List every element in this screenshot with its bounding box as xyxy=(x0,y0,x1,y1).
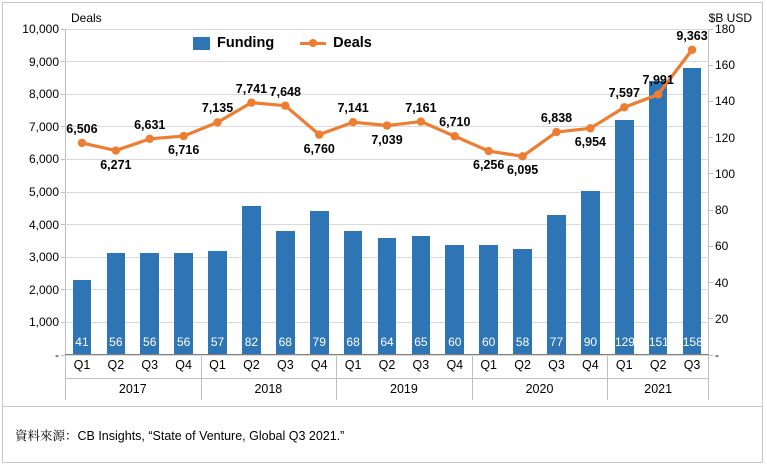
group-separator xyxy=(472,356,473,400)
line-value-label: 6,838 xyxy=(540,111,573,126)
y-axis-left-tick-label: 5,000 xyxy=(28,185,59,199)
group-separator xyxy=(708,356,709,400)
category-tick-label: Q1 xyxy=(480,358,498,372)
source-bar xyxy=(3,408,762,462)
category-tick-label: Q3 xyxy=(276,358,294,372)
bar-value-label: 56 xyxy=(109,335,123,349)
group-underline xyxy=(336,378,472,379)
bar-value-label: 56 xyxy=(176,335,191,349)
bar-value-label: 82 xyxy=(244,335,259,349)
category-tick-label: Q2 xyxy=(649,358,667,372)
line-value-label: 7,039 xyxy=(371,132,403,147)
group-separator xyxy=(65,356,66,400)
bar-value-label: 151 xyxy=(648,335,669,349)
group-tick-label: 2021 xyxy=(644,382,673,396)
bar-value-label: 41 xyxy=(75,335,89,349)
group-tick-label: 2017 xyxy=(118,382,147,396)
bar-value-label: 79 xyxy=(312,335,326,349)
category-tick-label: Q3 xyxy=(412,358,430,372)
y-axis-right-tick-label: 60 xyxy=(715,239,729,254)
group-tick-label: 2019 xyxy=(390,382,418,396)
y-axis-right-tick xyxy=(709,355,713,356)
y-axis-right-tick-label: 160 xyxy=(715,58,736,73)
category-tick-label: Q2 xyxy=(514,358,531,372)
line-value-label: 7,648 xyxy=(269,84,301,99)
category-tick-label: Q1 xyxy=(73,358,91,372)
category-tick-label: Q4 xyxy=(582,358,599,372)
line-value-label: 7,141 xyxy=(337,101,369,116)
legend-label-funding: Funding xyxy=(217,35,275,51)
category-tick-label: Q1 xyxy=(615,358,633,372)
category-tick-label: Q3 xyxy=(683,358,701,372)
y-axis-right-tick-label: 120 xyxy=(715,130,736,145)
bar-value-label: 65 xyxy=(414,335,428,349)
category-tick-label: Q4 xyxy=(175,358,192,372)
group-separator xyxy=(201,356,202,400)
line-value-label: 7,135 xyxy=(201,101,234,116)
category-tick-label: Q4 xyxy=(310,358,328,372)
bar-value-label: 90 xyxy=(583,335,598,349)
plot xyxy=(22,22,736,362)
legend-label-deals: Deals xyxy=(333,35,372,51)
line-value-label: 7,597 xyxy=(608,86,640,101)
category-tick-label: Q2 xyxy=(107,358,125,372)
left-axis-title: Deals xyxy=(71,11,102,25)
bar-value-label: 57 xyxy=(210,335,225,349)
bar-value-label: 129 xyxy=(614,335,635,349)
y-axis-right-tick-label: 180 xyxy=(715,22,736,36)
bar-value-label: 68 xyxy=(346,335,360,349)
line-value-label: 7,161 xyxy=(405,100,437,115)
group-tick-label: 2018 xyxy=(254,382,283,396)
group-underline xyxy=(201,378,337,379)
y-axis-left-tick-label: - xyxy=(55,348,59,362)
line-value-label: 7,991 xyxy=(642,73,674,88)
group-tick-label: 2020 xyxy=(525,382,554,396)
y-axis-left-tick-label: 2,000 xyxy=(28,282,59,297)
category-tick-label: Q1 xyxy=(209,358,226,372)
bar-value-label: 58 xyxy=(515,335,530,349)
y-axis-left-tick-label: 8,000 xyxy=(28,87,59,102)
group-underline xyxy=(472,378,608,379)
line-value-label: 6,716 xyxy=(167,143,200,158)
deals-line-series xyxy=(65,29,709,355)
line-value-label: 6,631 xyxy=(134,117,166,132)
y-axis-right-tick xyxy=(709,173,713,174)
category-tick-label: Q2 xyxy=(243,358,260,372)
y-axis-right-tick xyxy=(709,210,713,211)
bar-value-label: 60 xyxy=(448,335,462,349)
line-value-label: 9,363 xyxy=(676,28,708,43)
y-axis-left-tick-label: 7,000 xyxy=(28,119,59,134)
right-axis-title: $B USD xyxy=(708,11,752,25)
bar-value-label: 158 xyxy=(682,335,703,349)
y-axis-right-tick xyxy=(709,29,713,30)
y-axis-right-tick xyxy=(709,246,713,247)
group-separator xyxy=(336,356,337,400)
chart-frame xyxy=(2,2,763,463)
bar-value-label: 68 xyxy=(278,335,292,349)
category-tick-label: Q1 xyxy=(344,358,362,372)
y-axis-left-tick-label: 10,000 xyxy=(22,22,59,36)
category-tick-label: Q3 xyxy=(548,358,565,372)
chart-plot-area xyxy=(3,3,762,407)
category-axis xyxy=(65,356,709,402)
y-axis-left-tick-label: 3,000 xyxy=(28,250,59,265)
bar-value-label: 60 xyxy=(482,335,496,349)
line-value-label: 6,506 xyxy=(66,121,98,136)
y-axis-right-tick-label: - xyxy=(715,348,719,362)
y-axis-right-tick-label: 40 xyxy=(715,275,729,290)
line-value-label: 6,271 xyxy=(100,157,132,172)
y-axis-right-tick xyxy=(709,65,713,66)
line-value-label: 6,760 xyxy=(303,141,335,156)
group-separator xyxy=(607,356,608,400)
y-axis-right-tick-label: 100 xyxy=(715,166,736,181)
group-underline xyxy=(65,378,201,379)
y-axis-left-tick-label: 1,000 xyxy=(28,315,59,330)
bar-value-label: 77 xyxy=(549,335,564,349)
group-underline xyxy=(607,378,709,379)
line-value-label: 6,256 xyxy=(473,158,505,173)
line-value-label: 6,710 xyxy=(439,115,471,130)
category-tick-label: Q3 xyxy=(141,358,159,372)
y-axis-left-tick-label: 9,000 xyxy=(28,54,59,69)
y-axis-right-tick xyxy=(709,137,713,138)
source-note: 資料來源：CB Insights, “State of Venture, Global Q3 2021.” xyxy=(15,429,345,443)
y-axis-left-tick-label: 4,000 xyxy=(28,217,59,232)
y-axis-right-tick-label: 20 xyxy=(715,311,729,326)
category-tick-label: Q2 xyxy=(378,358,396,372)
y-axis-left-tick-label: 6,000 xyxy=(28,152,59,167)
y-axis-right-tick-label: 80 xyxy=(715,203,729,218)
bar-value-label: 56 xyxy=(143,335,157,349)
line-value-label: 6,095 xyxy=(506,163,539,178)
y-axis-right-tick xyxy=(709,101,713,102)
bar-value-label: 64 xyxy=(380,335,394,349)
line-value-label: 7,741 xyxy=(235,81,268,96)
y-axis-right-tick-label: 140 xyxy=(715,94,736,109)
category-tick-label: Q4 xyxy=(446,358,464,372)
line-value-label: 6,954 xyxy=(574,135,606,150)
y-axis-right-tick xyxy=(709,318,713,319)
y-axis-right-tick xyxy=(709,282,713,283)
